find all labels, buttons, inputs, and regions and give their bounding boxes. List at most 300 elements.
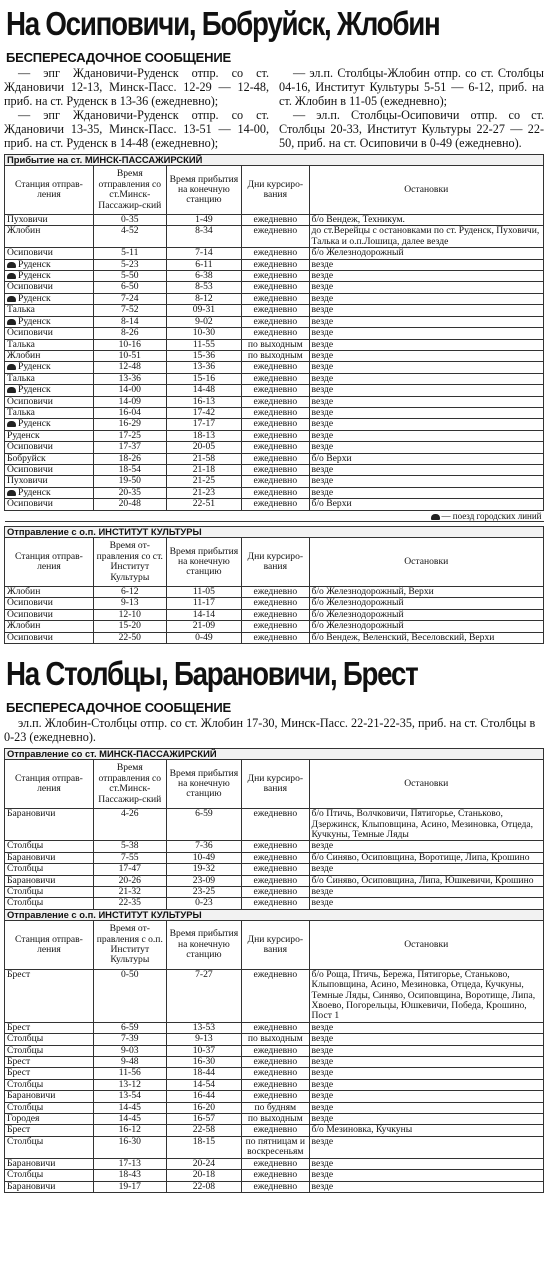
cell-station (5, 1102, 94, 1113)
table-row (5, 875, 544, 886)
cell-arrival: 9-02 (166, 316, 241, 327)
cell-station (5, 453, 94, 464)
cell-days: ежедневно (242, 809, 309, 841)
cell-departure: 9-48 (93, 1057, 166, 1068)
cell-station (5, 430, 94, 441)
cell-station (5, 1114, 94, 1125)
table-row (5, 1022, 544, 1033)
cell-arrival: 13-36 (166, 362, 241, 373)
schedule-table-minsk-arrivals (4, 154, 544, 522)
table-title-row (5, 527, 544, 538)
cell-stops: везде (309, 430, 544, 441)
cell-stops: везде (309, 328, 544, 339)
cell-arrival: 10-49 (166, 852, 241, 863)
cell-stops: б/о Железнодорожный, Верхи (309, 587, 544, 598)
cell-stops: везде (309, 898, 544, 909)
city-train-icon (7, 296, 16, 302)
cell-stops: б/о Вендеж, Техникум. (309, 215, 544, 226)
cell-stops: везде (309, 339, 544, 350)
cell-departure: 22-35 (93, 898, 166, 909)
city-train-icon (7, 319, 16, 325)
cell-station (5, 852, 94, 863)
cell-days: ежедневно (242, 1068, 309, 1079)
cell-days: ежедневно (242, 226, 309, 248)
cell-station (5, 259, 94, 270)
cell-departure: 10-51 (93, 350, 166, 361)
cell-stops: везде (309, 385, 544, 396)
cell-arrival: 8-12 (166, 293, 241, 304)
table-row (5, 1068, 544, 1079)
station-name: Осиповичи (7, 395, 53, 407)
cell-arrival: 22-51 (166, 499, 241, 510)
cell-stops: везде (309, 487, 544, 498)
cell-stops: везде (309, 841, 544, 852)
cell-arrival: 16-44 (166, 1091, 241, 1102)
intro-paragraph: — эпг Ждановичи-Руденск отпр. со ст. Ждановичи 13-35, Минск-Пасс. 13-51 — 14-00, приб. на ст. Руденск в 14-48 (ежедневно); (4, 108, 269, 150)
cell-stops: везде (309, 1170, 544, 1181)
table-row (5, 841, 544, 852)
cell-arrival: 22-58 (166, 1125, 241, 1136)
cell-arrival: 17-17 (166, 419, 241, 430)
station-name: Осиповичи (7, 441, 53, 453)
header-days: Дни курсиро-вания (242, 538, 309, 587)
cell-days: ежедневно (242, 373, 309, 384)
cell-arrival: 13-53 (166, 1022, 241, 1033)
table-header-row (5, 921, 544, 970)
table-row (5, 1170, 544, 1181)
station-name: Жлобин (7, 586, 41, 598)
cell-station (5, 328, 94, 339)
cell-arrival: 19-32 (166, 864, 241, 875)
table-row (5, 362, 544, 373)
cell-station (5, 1091, 94, 1102)
table-title: Отправление с о.п. ИНСТИТУТ КУЛЬТУРЫ (5, 527, 544, 538)
cell-arrival: 1-49 (166, 215, 241, 226)
cell-departure: 16-04 (93, 407, 166, 418)
cell-departure: 18-43 (93, 1170, 166, 1181)
cell-days: ежедневно (242, 259, 309, 270)
cell-departure: 7-52 (93, 305, 166, 316)
cell-station (5, 215, 94, 226)
legend-text: — поезд городских линий (441, 510, 542, 521)
table-title: Прибытие на ст. МИНСК-ПАССАЖИРСКИЙ (5, 155, 544, 166)
cell-stops: везде (309, 407, 544, 418)
station-name: Городея (7, 1113, 40, 1125)
station-name: Руденск (18, 418, 51, 430)
cell-stops: везде (309, 293, 544, 304)
table-row (5, 1057, 544, 1068)
table-row (5, 809, 544, 841)
header-stops: Остановки (309, 166, 544, 215)
cell-days: ежедневно (242, 609, 309, 620)
station-name: Осиповичи (7, 281, 53, 293)
cell-departure: 5-23 (93, 259, 166, 270)
city-train-icon (7, 262, 16, 268)
station-name: Барановичи (7, 874, 56, 886)
city-train-icon (7, 421, 16, 427)
cell-departure: 6-50 (93, 282, 166, 293)
station-name: Осиповичи (7, 327, 53, 339)
cell-departure: 17-13 (93, 1158, 166, 1169)
cell-arrival: 21-58 (166, 453, 241, 464)
cell-arrival: 7-14 (166, 248, 241, 259)
header-departure: Время отправления со ст.Минск-Пассажир-ский (93, 166, 166, 215)
cell-days: ежедневно (242, 1125, 309, 1136)
table-row (5, 1181, 544, 1192)
cell-stops: б/о Птичь, Волчковичи, Пятигорье, Станьково, Дзержинск, Клыповщина, Асино, Мезиновка, Отцеда, Кучкуны, Темные Ляды (309, 809, 544, 841)
header-departure: Время от-правления с о.п. Институт Культуры (93, 921, 166, 970)
cell-days: ежедневно (242, 271, 309, 282)
header-arrival: Время прибытия на конечную станцию (166, 760, 241, 809)
cell-days: ежедневно (242, 875, 309, 886)
cell-days: ежедневно (242, 442, 309, 453)
intro-right-column (279, 66, 544, 150)
station-name: Столбцы (7, 863, 44, 875)
table-title-row (5, 749, 544, 760)
table-row (5, 350, 544, 361)
cell-arrival: 8-53 (166, 282, 241, 293)
cell-departure: 0-35 (93, 215, 166, 226)
header-station: Станция отправ-ления (5, 921, 94, 970)
cell-arrival: 15-36 (166, 350, 241, 361)
cell-arrival: 16-20 (166, 1102, 241, 1113)
station-name: Барановичи (7, 1157, 56, 1169)
cell-days: ежедневно (242, 864, 309, 875)
cell-days: ежедневно (242, 1170, 309, 1181)
header-arrival: Время прибытия на конечную станцию (166, 921, 241, 970)
cell-arrival: 7-27 (166, 969, 241, 1022)
cell-stops: везде (309, 350, 544, 361)
header-days: Дни курсиро-вания (242, 166, 309, 215)
cell-days: ежедневно (242, 621, 309, 632)
cell-stops: везде (309, 259, 544, 270)
station-name: Руденск (18, 270, 51, 282)
cell-departure: 18-54 (93, 464, 166, 475)
cell-stops: везде (309, 316, 544, 327)
cell-arrival: 11-55 (166, 339, 241, 350)
cell-days: ежедневно (242, 305, 309, 316)
cell-days: по выходным (242, 1114, 309, 1125)
cell-departure: 14-45 (93, 1114, 166, 1125)
cell-station (5, 621, 94, 632)
station-name: Руденск (18, 258, 51, 270)
cell-station (5, 385, 94, 396)
cell-stops: везде (309, 1057, 544, 1068)
table-row (5, 396, 544, 407)
station-name: Бобруйск (7, 452, 46, 464)
cell-arrival: 11-05 (166, 587, 241, 598)
station-name: Осиповичи (7, 247, 53, 259)
cell-station (5, 419, 94, 430)
table-header-row (5, 760, 544, 809)
header-stops: Остановки (309, 760, 544, 809)
cell-arrival: 6-11 (166, 259, 241, 270)
station-name: Брест (7, 1021, 31, 1033)
section1-intro (4, 66, 544, 150)
table-row (5, 464, 544, 475)
station-name: Барановичи (7, 808, 56, 820)
cell-days: ежедневно (242, 1045, 309, 1056)
cell-station (5, 487, 94, 498)
cell-arrival: 18-44 (166, 1068, 241, 1079)
cell-station (5, 1079, 94, 1090)
cell-departure: 15-20 (93, 621, 166, 632)
cell-station (5, 1158, 94, 1169)
cell-departure: 20-48 (93, 499, 166, 510)
table-row (5, 373, 544, 384)
station-name: Руденск (18, 486, 51, 498)
cell-stops: везде (309, 282, 544, 293)
cell-stops: везде (309, 1068, 544, 1079)
table-row (5, 886, 544, 897)
station-name: Руденск (18, 361, 51, 373)
cell-departure: 5-11 (93, 248, 166, 259)
cell-arrival: 17-42 (166, 407, 241, 418)
cell-station (5, 1022, 94, 1033)
cell-stops: везде (309, 396, 544, 407)
cell-station (5, 350, 94, 361)
station-name: Столбцы (7, 1078, 44, 1090)
header-days: Дни курсиро-вания (242, 921, 309, 970)
table-header-row (5, 538, 544, 587)
cell-stops: везде (309, 271, 544, 282)
cell-departure: 10-16 (93, 339, 166, 350)
cell-arrival: 18-13 (166, 430, 241, 441)
cell-stops: везде (309, 476, 544, 487)
cell-station (5, 1136, 94, 1158)
cell-days: ежедневно (242, 215, 309, 226)
station-name: Барановичи (7, 1180, 56, 1192)
cell-stops: б/о Верхи (309, 453, 544, 464)
cell-arrival: 20-05 (166, 442, 241, 453)
table-row (5, 852, 544, 863)
cell-departure: 12-48 (93, 362, 166, 373)
cell-arrival: 21-18 (166, 464, 241, 475)
cell-departure: 16-12 (93, 1125, 166, 1136)
city-train-icon (7, 273, 16, 279)
table-row (5, 1079, 544, 1090)
cell-days: ежедневно (242, 453, 309, 464)
header-stops: Остановки (309, 538, 544, 587)
cell-stops: б/о Железнодорожный (309, 609, 544, 620)
cell-station (5, 316, 94, 327)
table-row (5, 430, 544, 441)
cell-stops: везде (309, 419, 544, 430)
table-row (5, 282, 544, 293)
cell-stops: везде (309, 1136, 544, 1158)
table-row (5, 898, 544, 909)
cell-days: ежедневно (242, 1181, 309, 1192)
section2-intro: эл.п. Жлобин-Столбцы отпр. со ст. Жлобин 17-30, Минск-Пасс. 22-21-22-35, приб. на ст. Столбцы в 0-23 (ежедневно). (4, 716, 536, 745)
station-name: Брест (7, 968, 31, 980)
cell-departure: 13-54 (93, 1091, 166, 1102)
station-name: Талька (7, 304, 35, 316)
cell-stops: везде (309, 886, 544, 897)
cell-stops: везде (309, 1091, 544, 1102)
cell-days: ежедневно (242, 499, 309, 510)
cell-departure: 16-29 (93, 419, 166, 430)
section1-subtitle: БЕСПЕРЕСАДОЧНОЕ СООБЩЕНИЕ (6, 50, 231, 65)
cell-stops: везде (309, 1158, 544, 1169)
cell-arrival: 15-16 (166, 373, 241, 384)
cell-arrival: 10-37 (166, 1045, 241, 1056)
station-name: Осиповичи (7, 608, 53, 620)
cell-stops: до ст.Верейцы с остановками по ст. Руденск, Пуховичи, Талька и о.п.Лошица, далее везде (309, 226, 544, 248)
cell-days: ежедневно (242, 282, 309, 293)
cell-station (5, 407, 94, 418)
section2-subtitle: БЕСПЕРЕСАДОЧНОЕ СООБЩЕНИЕ (6, 700, 231, 716)
cell-station (5, 609, 94, 620)
cell-departure: 14-09 (93, 396, 166, 407)
cell-days: ежедневно (242, 396, 309, 407)
cell-station (5, 1045, 94, 1056)
cell-station (5, 476, 94, 487)
cell-arrival: 0-23 (166, 898, 241, 909)
table-row (5, 259, 544, 270)
section2-title: На Столбцы, Барановичи, Брест (6, 655, 418, 693)
table-row (5, 864, 544, 875)
cell-stops: б/о Роща, Птичь, Бережа, Пятигорье, Станьково, Клыповщина, Асино, Мезиновка, Отцеда, Кучкуны, Темные Ляды, Синяво, Осиповщина, Воротище, Липа, Хвоево, Погорельцы, Юшкевичи, Победа, Крошино, Пост 1 (309, 969, 544, 1022)
cell-station (5, 809, 94, 841)
table-row (5, 226, 544, 248)
timetable-page (4, 4, 544, 1193)
city-train-icon (7, 364, 16, 370)
cell-days: ежедневно (242, 316, 309, 327)
cell-station (5, 362, 94, 373)
station-name: Брест (7, 1124, 31, 1136)
section1-title: На Осиповичи, Бобруйск, Жлобин (6, 5, 440, 42)
cell-station (5, 464, 94, 475)
cell-days: ежедневно (242, 476, 309, 487)
cell-departure: 0-50 (93, 969, 166, 1022)
station-name: Талька (7, 372, 35, 384)
header-days: Дни курсиро-вания (242, 760, 309, 809)
cell-departure: 13-12 (93, 1079, 166, 1090)
cell-arrival: 18-15 (166, 1136, 241, 1158)
cell-days: ежедневно (242, 362, 309, 373)
cell-departure: 17-37 (93, 442, 166, 453)
station-name: Столбцы (7, 1044, 44, 1056)
cell-days: ежедневно (242, 385, 309, 396)
table-row (5, 1034, 544, 1045)
cell-departure: 16-30 (93, 1136, 166, 1158)
station-name: Столбцы (7, 1135, 44, 1147)
table-row (5, 453, 544, 464)
intro-left-column (4, 66, 269, 150)
cell-arrival: 16-30 (166, 1057, 241, 1068)
cell-departure: 21-32 (93, 886, 166, 897)
schedule-table-institute-departures (4, 526, 544, 644)
cell-station (5, 1125, 94, 1136)
cell-departure: 12-10 (93, 609, 166, 620)
cell-departure: 5-50 (93, 271, 166, 282)
table-row (5, 385, 544, 396)
cell-stops: б/о Синяво, Осиповщина, Воротище, Липа, Крошино (309, 852, 544, 863)
table-title: Отправление со ст. МИНСК-ПАССАЖИРСКИЙ (5, 749, 544, 760)
cell-days: по выходным (242, 350, 309, 361)
cell-stops: везде (309, 1045, 544, 1056)
station-name: Барановичи (7, 1090, 56, 1102)
cell-stops: везде (309, 1102, 544, 1113)
station-name: Пуховичи (7, 475, 48, 487)
cell-stops: б/о Железнодорожный (309, 598, 544, 609)
cell-arrival: 14-54 (166, 1079, 241, 1090)
intro-paragraph: — эл.п. Столбцы-Жлобин отпр. со ст. Столбцы 04-16, Институт Культуры 5-51 — 6-12, приб. на ст. Жлобин в 11-05 (ежедневно); (279, 66, 544, 108)
cell-departure: 19-17 (93, 1181, 166, 1192)
cell-stops: везде (309, 373, 544, 384)
cell-stops: б/о Вендеж, Веленский, Веселовский, Верхи (309, 632, 544, 643)
cell-days: ежедневно (242, 632, 309, 643)
cell-station (5, 875, 94, 886)
cell-stops: б/о Железнодорожный (309, 621, 544, 632)
table-header-row (5, 166, 544, 215)
cell-arrival: 8-34 (166, 226, 241, 248)
cell-station (5, 305, 94, 316)
table-row (5, 316, 544, 327)
cell-departure: 9-13 (93, 598, 166, 609)
cell-days: ежедневно (242, 1091, 309, 1102)
cell-departure: 19-50 (93, 476, 166, 487)
cell-days: ежедневно (242, 1079, 309, 1090)
cell-days: ежедневно (242, 419, 309, 430)
table-row (5, 248, 544, 259)
table-row (5, 328, 544, 339)
cell-station (5, 499, 94, 510)
cell-stops: б/о Железнодорожный (309, 248, 544, 259)
table-title: Отправление с о.п. ИНСТИТУТ КУЛЬТУРЫ (5, 909, 544, 920)
station-name: Пуховичи (7, 214, 48, 226)
cell-arrival: 21-23 (166, 487, 241, 498)
cell-departure: 20-26 (93, 875, 166, 886)
cell-station (5, 1034, 94, 1045)
cell-arrival: 22-08 (166, 1181, 241, 1192)
table-row (5, 1158, 544, 1169)
header-departure: Время отправления со ст.Минск-Пассажир-ский (93, 760, 166, 809)
header-arrival: Время прибытия на конечную станцию (166, 166, 241, 215)
header-arrival: Время прибытия на конечную станцию (166, 538, 241, 587)
cell-station (5, 271, 94, 282)
cell-station (5, 864, 94, 875)
cell-departure: 4-26 (93, 809, 166, 841)
cell-arrival: 9-13 (166, 1034, 241, 1045)
table-row (5, 1045, 544, 1056)
cell-station (5, 841, 94, 852)
station-name: Руденск (18, 384, 51, 396)
cell-days: по пятницам и воскресеньям (242, 1136, 309, 1158)
cell-arrival: 0-49 (166, 632, 241, 643)
cell-departure: 18-26 (93, 453, 166, 464)
station-name: Осиповичи (7, 463, 53, 475)
city-train-icon (7, 387, 16, 393)
cell-days: ежедневно (242, 293, 309, 304)
station-name: Осиповичи (7, 498, 53, 510)
cell-departure: 6-59 (93, 1022, 166, 1033)
intro-paragraph: — эпг Ждановичи-Руденск отпр. со ст. Ждановичи 12-13, Минск-Пасс. 12-29 — 12-48, приб. на ст. Руденск в 13-36 (ежедневно); (4, 66, 269, 108)
cell-arrival: 6-59 (166, 809, 241, 841)
station-name: Столбцы (7, 897, 44, 909)
cell-days: ежедневно (242, 328, 309, 339)
legend-cell (5, 510, 544, 521)
table-title-row (5, 909, 544, 920)
cell-days: ежедневно (242, 852, 309, 863)
cell-arrival: 20-18 (166, 1170, 241, 1181)
cell-stops: везде (309, 1181, 544, 1192)
header-station: Станция отправ-ления (5, 760, 94, 809)
station-name: Брест (7, 1067, 31, 1079)
cell-arrival: 14-48 (166, 385, 241, 396)
cell-departure: 14-00 (93, 385, 166, 396)
city-train-icon (431, 514, 440, 520)
